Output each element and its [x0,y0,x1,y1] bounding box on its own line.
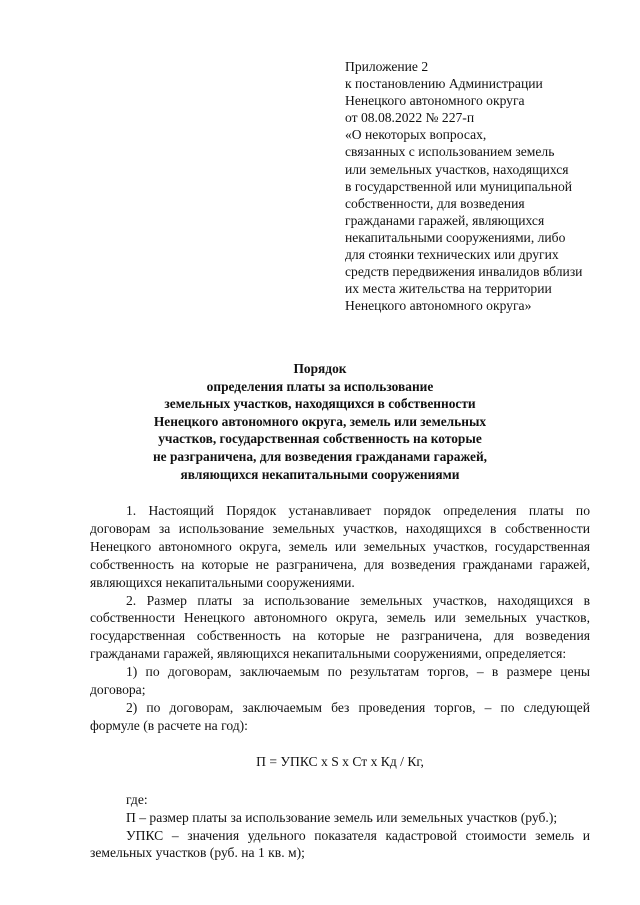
appendix-line: к постановлению Администрации [345,76,543,92]
title-line: участков, государственная собственность на которые [158,431,482,447]
appendix-line: Ненецкого автономного округа [345,93,525,109]
title-line: не разграничена, для возведения гражданами гаражей, [152,448,488,464]
appendix-line: «О некоторых вопросах, [345,127,487,143]
appendix-line: средств передвижения инвалидов вблизи [345,264,583,280]
definition-upks: УПКС – значения удельного показателя кадастровой стоимости земель и земельных участков (руб. на 1 кв. м); [90,827,590,861]
document-title [60,360,580,483]
appendix-line: связанных с использованием земель [345,144,555,160]
paragraph-2-item-2: 2) по договорам, заключаемым без проведения торгов, – по следующей формуле (в расчете на год): [90,699,590,733]
appendix-header [345,58,630,314]
title-line: Ненецкого автономного округа, земель или земельных [153,413,487,429]
appendix-line: их места жительства на территории [345,281,552,297]
paragraph-1: 1. Настоящий Порядок устанавливает порядок определения платы по договорам за использование земельных участков, находящихся в собственности Ненецкого автономного округа, земель или земельных участков, государственная собственность на которые не разграничена, для возведения гражданами гаражей, являющихся некапитальными сооружениями. [90,503,590,590]
appendix-line: в государственной или муниципальной [345,178,573,194]
appendix-line: от 08.08.2022 № 227-п [345,110,475,126]
document-body [90,502,590,862]
appendix-line: собственности, для возведения [345,195,525,211]
appendix-line: гражданами гаражей, являющихся [345,212,545,228]
title-line: Порядок [293,361,347,376]
appendix-line: Приложение 2 [345,59,429,74]
paragraph-2-item-1: 1) по договорам, заключаемым по результатам торгов, – в размере цены договора; [90,664,590,698]
appendix-line: или земельных участков, находящихся [345,161,569,177]
appendix-line: некапитальными сооружениями, либо [345,229,566,245]
definition-p: П – размер платы за использование земель или земельных участков (руб.); [126,809,558,825]
title-line: земельных участков, находящихся в собственности [164,396,476,412]
formula: П = УПКС х S х Ст х Кд / Кг, [256,753,424,769]
where-label: где: [126,791,148,807]
appendix-line: Ненецкого автономного округа» [345,298,532,314]
title-line: являющихся некапитальными сооружениями [180,466,460,482]
appendix-line: для стоянки технических или других [345,247,559,263]
paragraph-2: 2. Размер платы за использование земельных участков, находящихся в собственности Ненецкого автономного округа, земель или земельных участков, государственная собственность на которые не разграничена, для возведения гражданами гаражей, являющихся некапитальными сооружениями, определяется: [90,592,590,662]
title-line: определения платы за использование [206,378,434,394]
